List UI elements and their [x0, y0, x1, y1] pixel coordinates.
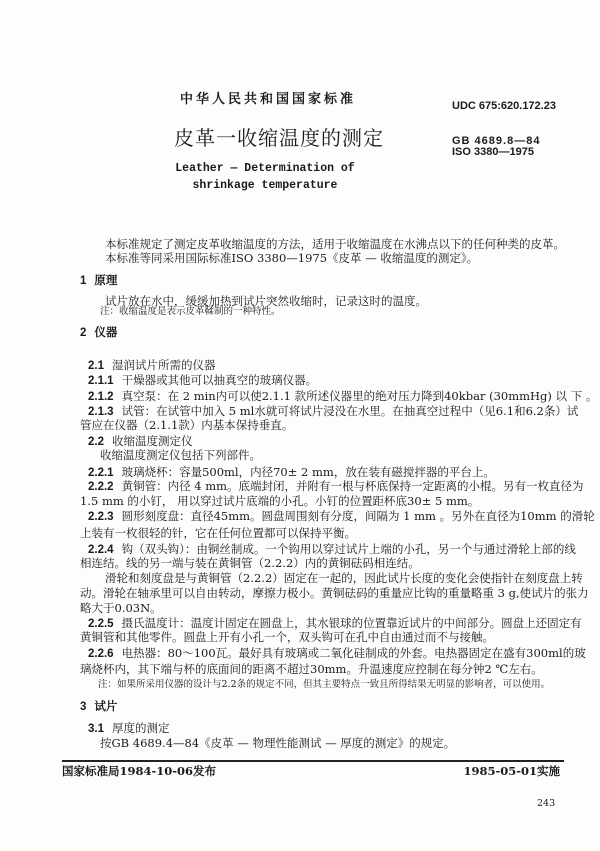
clause-2-2-4-para-3: 略大于0.03N。 — [80, 601, 162, 615]
effective-date: 1985-05-01实施 — [463, 764, 560, 778]
clause-2-1-1 — [88, 373, 317, 388]
clause-number: 3 — [80, 701, 87, 713]
clause-2-2-4-cont: 相连结。线的另一端与装在黄铜管（2.2.2）内的黄铜砝码相连结。 — [80, 556, 420, 570]
clause-text: 收缩温度测定仪 — [112, 434, 193, 448]
clause-text: 试片 — [94, 699, 118, 713]
clause-2-2 — [88, 434, 193, 449]
section-1-heading — [80, 273, 117, 288]
clause-3-1 — [88, 721, 170, 736]
clause-number: 2.1 — [88, 360, 104, 372]
clause-text: 黄铜管：内径 4 mm。底端封闭，并附有一根与杯底保持一定距离的小棍。另有一枚直径为 — [121, 479, 584, 493]
section-2-heading — [80, 325, 117, 340]
issue-date: 国家标准局1984-10-06发布 — [62, 764, 217, 778]
clause-text: 钩（双头钩）：由铜丝制成。一个钩用以穿过试片上端的小孔，另一个与通过滑轮上部的线 — [121, 542, 576, 556]
clause-2-2-2 — [88, 479, 584, 494]
intro-line-2: 本标准等同采用国际标准ISO 3380—1975《皮革 — 收缩温度的测定》。 — [105, 251, 479, 265]
clause-text: 真空泵：在 2 min内可以使2.1.1 款所述仪器里的绝对压力降到40kbar (30mmHg) 以 下 。 — [121, 389, 598, 403]
english-title-1: Leather — Determination of — [175, 162, 355, 175]
standard-org: 中华人民共和国国家标准 — [180, 92, 357, 107]
clause-2-1 — [88, 358, 216, 373]
clause-text: 电热器：80～100瓦。最好具有玻璃或二氧化硅制成的外套。电热器固定在盛有300ml的玻 — [121, 646, 586, 660]
clause-2-1-3-cont: 管应在仪器（2.1.1款）内基本保持垂直。 — [80, 418, 294, 432]
clause-number: 2.1.3 — [88, 406, 114, 418]
intro-line-1: 本标准规定了测定皮革收缩温度的方法，适用于收缩温度在水沸点以下的任何种类的皮革。 — [105, 237, 565, 251]
clause-text: 摄氏温度计：温度计固定在圆盘上，其水银球的位置靠近试片的中间部分。圆盘上还固定有 — [121, 616, 582, 630]
clause-text: 试管：在试管中加入 5 ml水就可将试片浸没在水里。在抽真空过程中（见6.1和6.2条）试 — [121, 404, 579, 418]
clause-3-1-body: 按GB 4689.4—84《皮革 — 物理性能测试 — 厚度的测定》的规定。 — [100, 736, 456, 750]
clause-number: 2.2.5 — [88, 618, 114, 630]
clause-text: 玻璃烧杯：容量500ml，内径70± 2 mm，放在装有磁搅拌器的平台上。 — [121, 465, 495, 479]
clause-text: 圆形刻度盘：直径45mm。圆盘周围刻有分度，间隔为 1 mm 。另外在直径为10mm 的滑轮 — [121, 509, 595, 523]
clause-2-2-6-cont: 璃烧杯内，其下端与杯的底面间的距离不超过30mm。升温速度应控制在每分钟2 ℃左右。 — [80, 662, 543, 676]
clause-2-1-2 — [88, 389, 598, 404]
page-number: 243 — [537, 798, 556, 809]
iso-number: ISO 3380—1975 — [452, 146, 534, 158]
section-3-heading — [80, 699, 117, 714]
clause-2-2-5-cont: 黄铜管和其他零件。圆盘上开有小孔一个，双头钩可在孔中自由通过而不与接触。 — [80, 630, 494, 644]
clause-number: 2.1.1 — [88, 375, 114, 387]
clause-number: 2.2.4 — [88, 544, 114, 556]
clause-text: 仪器 — [94, 325, 118, 339]
clause-number: 2.2.2 — [88, 481, 114, 493]
section-1-text: 试片放在水中，缓缓加热到试片突然收缩时，记录这时的温度。 — [105, 294, 427, 308]
footer-rule — [62, 760, 564, 762]
section-1-note: 注：收缩温度是表示皮革鞣制的一种特性。 — [100, 306, 281, 317]
clause-2-2-3-cont: 上装有一枚很轻的针，它在任何位置都可以保持平衡。 — [80, 526, 356, 540]
gb-number: GB 4689.8—84 — [452, 135, 541, 147]
clause-2-2-5 — [88, 616, 582, 631]
clause-number: 2.2 — [88, 436, 104, 448]
clause-number: 2 — [80, 327, 87, 339]
clause-2-2-sub: 收缩温度测定仪包括下列部件。 — [100, 448, 261, 462]
clause-2-2-6 — [88, 646, 586, 661]
clause-number: 2.2.6 — [88, 648, 114, 660]
clause-number: 2.2.3 — [88, 511, 114, 523]
clause-number: 1 — [80, 275, 87, 287]
udc-code: UDC 675:620.172.23 — [452, 100, 556, 112]
clause-number: 3.1 — [88, 723, 104, 735]
clause-2-2-1 — [88, 465, 495, 480]
section-2-note: 注：如果所采用仪器的设计与2.2条的规定不同，但其主要特点一致且所得结果无明显的影响者，可以使用。 — [98, 679, 551, 690]
clause-2-2-2-cont: 1.5 mm 的小钉， 用以穿过试片底端的小孔。小钉的位置距杯底30± 5 mm。 — [80, 494, 480, 508]
english-title-2: shrinkage temperature — [192, 179, 338, 192]
document-title: 皮革一收缩温度的测定 — [174, 126, 384, 150]
clause-number: 2.2.1 — [88, 467, 114, 479]
clause-text: 湿润试片所需的仪器 — [112, 358, 216, 372]
clause-text: 干燥器或其他可以抽真空的玻璃仪器。 — [121, 373, 318, 387]
clause-text: 厚度的测定 — [112, 721, 170, 735]
clause-2-2-4-para-1: 滑轮和刻度盘是与黄铜管（2.2.2）固定在一起的，因此试片长度的变化会使指针在刻度盘上转 — [105, 571, 583, 585]
clause-text: 原理 — [94, 273, 118, 287]
clause-2-2-3 — [88, 509, 595, 524]
clause-2-2-4-para-2: 动。滑轮在轴承里可以自由转动，摩擦力极小。黄铜砝码的重量应比钩的重量略重 3 g,使试片的张力 — [80, 586, 589, 600]
clause-2-1-3 — [88, 404, 579, 419]
clause-number: 2.1.2 — [88, 391, 114, 403]
clause-2-2-4 — [88, 542, 576, 557]
